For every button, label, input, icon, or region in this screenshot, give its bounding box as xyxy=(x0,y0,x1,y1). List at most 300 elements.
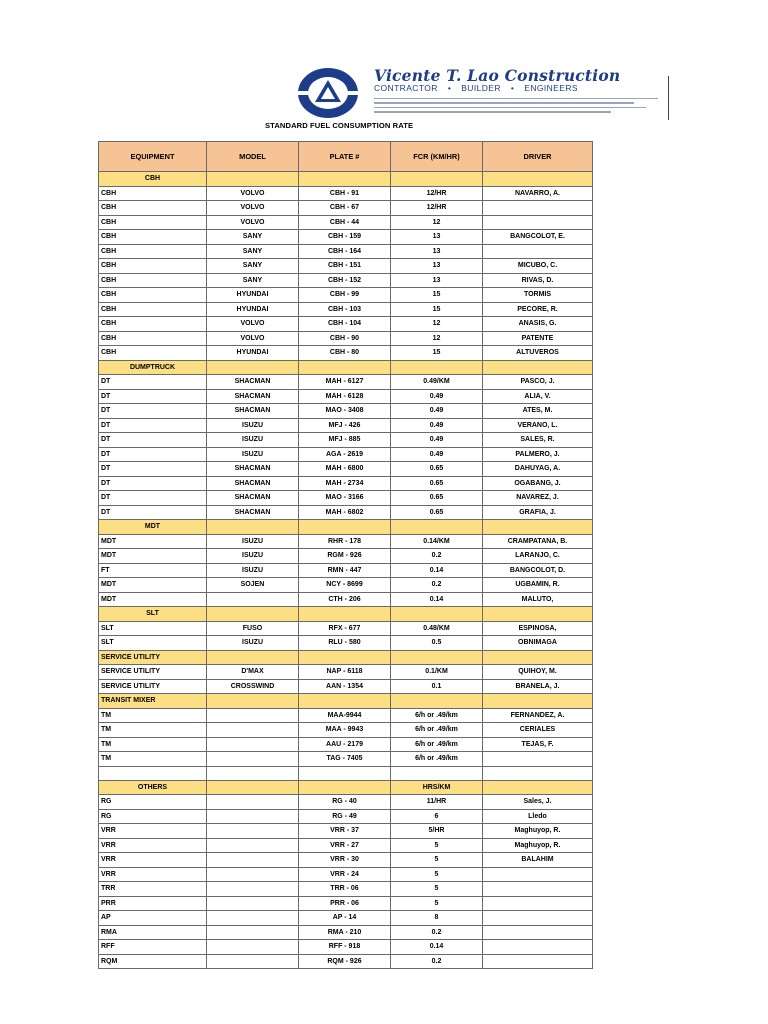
table-row xyxy=(99,215,593,230)
model-cell: D'MAX xyxy=(207,665,299,680)
plate-cell: MAH - 6800 xyxy=(299,462,391,477)
driver-cell xyxy=(483,911,593,926)
driver-cell: LARANJO, C. xyxy=(483,549,593,564)
fcr-cell: 5/HR xyxy=(391,824,483,839)
model-cell: SHACMAN xyxy=(207,375,299,390)
plate-cell: MFJ - 426 xyxy=(299,418,391,433)
plate-cell: RGM - 926 xyxy=(299,549,391,564)
fcr-cell: 0.14 xyxy=(391,940,483,955)
table-row xyxy=(99,186,593,201)
section-header-slt xyxy=(99,607,593,622)
driver-cell: OGABANG, J. xyxy=(483,476,593,491)
driver-cell xyxy=(483,244,593,259)
model-cell xyxy=(207,795,299,810)
model-cell: SANY xyxy=(207,244,299,259)
fcr-cell: 6/h or .49/km xyxy=(391,752,483,767)
fcr-cell: 0.14 xyxy=(391,592,483,607)
table-row xyxy=(99,331,593,346)
equipment-cell: VRR xyxy=(99,867,207,882)
equipment-cell: AP xyxy=(99,911,207,926)
equipment-cell: CBH xyxy=(99,288,207,303)
equipment-cell: DT xyxy=(99,491,207,506)
section-header-transit-mixer xyxy=(99,694,593,709)
equipment-cell: CBH xyxy=(99,230,207,245)
model-cell xyxy=(207,954,299,969)
model-cell xyxy=(207,824,299,839)
blank-cell xyxy=(483,766,593,780)
table-row xyxy=(99,288,593,303)
table-row xyxy=(99,795,593,810)
driver-cell xyxy=(483,752,593,767)
table-row xyxy=(99,563,593,578)
equipment-cell: SLT xyxy=(99,636,207,651)
plate-cell: VRR - 27 xyxy=(299,838,391,853)
equipment-cell: RFF xyxy=(99,940,207,955)
fcr-cell: 0.14/KM xyxy=(391,534,483,549)
plate-cell: RFX - 677 xyxy=(299,621,391,636)
model-cell: ISUZU xyxy=(207,636,299,651)
plate-cell: CBH - 91 xyxy=(299,186,391,201)
model-cell: SHACMAN xyxy=(207,404,299,419)
section-header-others xyxy=(99,780,593,795)
equipment-cell: MDT xyxy=(99,534,207,549)
empty-cell xyxy=(391,520,483,535)
plate-cell: CBH - 104 xyxy=(299,317,391,332)
blank-cell xyxy=(207,766,299,780)
table-row xyxy=(99,476,593,491)
fcr-cell: 0.49/KM xyxy=(391,375,483,390)
table-row xyxy=(99,230,593,245)
tagline-builder: BUILDER xyxy=(461,83,501,93)
table-row xyxy=(99,896,593,911)
plate-cell: RQM - 926 xyxy=(299,954,391,969)
table-row xyxy=(99,491,593,506)
blank-cell xyxy=(299,766,391,780)
fcr-cell: 0.2 xyxy=(391,954,483,969)
plate-cell: VRR - 37 xyxy=(299,824,391,839)
empty-cell xyxy=(483,360,593,375)
driver-cell: MICUBO, C. xyxy=(483,259,593,274)
plate-cell: CTH - 206 xyxy=(299,592,391,607)
driver-cell xyxy=(483,940,593,955)
model-cell: VOLVO xyxy=(207,331,299,346)
driver-cell: TORMIS xyxy=(483,288,593,303)
table-row xyxy=(99,244,593,259)
driver-cell xyxy=(483,954,593,969)
fcr-cell: 0.14 xyxy=(391,563,483,578)
fcr-cell: 15 xyxy=(391,288,483,303)
table-row xyxy=(99,404,593,419)
empty-cell xyxy=(299,360,391,375)
company-tagline: CONTRACTOR • BUILDER • ENGINEERS xyxy=(374,83,578,93)
driver-cell: QUIHOY, M. xyxy=(483,665,593,680)
table-row xyxy=(99,809,593,824)
plate-cell: RG - 40 xyxy=(299,795,391,810)
equipment-cell: VRR xyxy=(99,853,207,868)
plate-cell: NCY - 8699 xyxy=(299,578,391,593)
section-header-service-utility xyxy=(99,650,593,665)
fcr-cell: 0.2 xyxy=(391,925,483,940)
fcr-cell: 0.49 xyxy=(391,447,483,462)
driver-cell: BANGCOLOT, D. xyxy=(483,563,593,578)
fcr-cell: 0.2 xyxy=(391,578,483,593)
equipment-cell: CBH xyxy=(99,186,207,201)
model-cell xyxy=(207,882,299,897)
table-row xyxy=(99,665,593,680)
table-row xyxy=(99,375,593,390)
fcr-cell: 12/HR xyxy=(391,201,483,216)
header-model: MODEL xyxy=(207,142,299,172)
driver-cell: OBNIMAGA xyxy=(483,636,593,651)
fcr-cell: 0.65 xyxy=(391,491,483,506)
empty-cell xyxy=(207,607,299,622)
equipment-cell: CBH xyxy=(99,346,207,361)
fcr-cell: 0.65 xyxy=(391,476,483,491)
plate-cell: RLU - 580 xyxy=(299,636,391,651)
empty-cell xyxy=(207,360,299,375)
model-cell: VOLVO xyxy=(207,215,299,230)
document-title: STANDARD FUEL CONSUMPTION RATE xyxy=(265,121,414,130)
empty-cell xyxy=(483,607,593,622)
equipment-cell: RG xyxy=(99,809,207,824)
driver-cell: VERANO, L. xyxy=(483,418,593,433)
table-row xyxy=(99,940,593,955)
address-block xyxy=(374,95,670,117)
table-row xyxy=(99,447,593,462)
plate-cell: MAO - 3166 xyxy=(299,491,391,506)
empty-cell xyxy=(299,520,391,535)
equipment-cell: CBH xyxy=(99,244,207,259)
driver-cell: RIVAS, D. xyxy=(483,273,593,288)
equipment-cell: VRR xyxy=(99,824,207,839)
table-row xyxy=(99,259,593,274)
fcr-cell: 15 xyxy=(391,346,483,361)
section-title: SLT xyxy=(99,607,207,622)
driver-cell: GRAFIA, J. xyxy=(483,505,593,520)
model-cell xyxy=(207,940,299,955)
table-row xyxy=(99,838,593,853)
model-cell xyxy=(207,723,299,738)
equipment-cell: DT xyxy=(99,375,207,390)
equipment-cell: DT xyxy=(99,389,207,404)
model-cell: SANY xyxy=(207,273,299,288)
driver-cell: ESPINOSA, xyxy=(483,621,593,636)
table-row xyxy=(99,549,593,564)
plate-cell: CBH - 90 xyxy=(299,331,391,346)
model-cell xyxy=(207,867,299,882)
driver-cell: NAVAREZ, J. xyxy=(483,491,593,506)
empty-cell xyxy=(207,780,299,795)
empty-cell xyxy=(207,172,299,187)
table-row xyxy=(99,723,593,738)
header-equipment: EQUIPMENT xyxy=(99,142,207,172)
driver-cell xyxy=(483,201,593,216)
empty-cell xyxy=(483,172,593,187)
table-row xyxy=(99,578,593,593)
plate-cell: RHR - 178 xyxy=(299,534,391,549)
fuel-consumption-table xyxy=(98,141,593,969)
fcr-cell: 0.1/KM xyxy=(391,665,483,680)
empty-cell xyxy=(483,780,593,795)
driver-cell xyxy=(483,925,593,940)
table-row xyxy=(99,433,593,448)
model-cell: ISUZU xyxy=(207,418,299,433)
table-row xyxy=(99,636,593,651)
table-row xyxy=(99,592,593,607)
fcr-cell: 0.49 xyxy=(391,433,483,448)
fcr-cell: 0.49 xyxy=(391,418,483,433)
driver-cell: Lledo xyxy=(483,809,593,824)
section-title: TRANSIT MIXER xyxy=(99,694,207,709)
driver-cell xyxy=(483,896,593,911)
driver-cell: NAVARRO, A. xyxy=(483,186,593,201)
equipment-cell: DT xyxy=(99,462,207,477)
plate-cell: MAH - 6128 xyxy=(299,389,391,404)
model-cell: VOLVO xyxy=(207,201,299,216)
fcr-cell: 5 xyxy=(391,838,483,853)
fcr-cell: 0.5 xyxy=(391,636,483,651)
model-cell: SHACMAN xyxy=(207,476,299,491)
header-fcr: FCR (KM/HR) xyxy=(391,142,483,172)
equipment-cell: FT xyxy=(99,563,207,578)
empty-cell xyxy=(207,694,299,709)
driver-cell: Maghuyop, R. xyxy=(483,824,593,839)
table-row xyxy=(99,389,593,404)
empty-cell xyxy=(299,607,391,622)
driver-cell: Sales, J. xyxy=(483,795,593,810)
driver-cell: ALTUVEROS xyxy=(483,346,593,361)
fcr-cell: 6/h or .49/km xyxy=(391,723,483,738)
model-cell: SHACMAN xyxy=(207,491,299,506)
driver-cell: CERIALES xyxy=(483,723,593,738)
equipment-cell: TM xyxy=(99,723,207,738)
equipment-cell: CBH xyxy=(99,273,207,288)
fcr-cell: 12/HR xyxy=(391,186,483,201)
model-cell: ISUZU xyxy=(207,433,299,448)
equipment-cell: VRR xyxy=(99,838,207,853)
equipment-cell: CBH xyxy=(99,201,207,216)
plate-cell: CBH - 99 xyxy=(299,288,391,303)
plate-cell: MAA-9944 xyxy=(299,708,391,723)
plate-cell: MAO - 3408 xyxy=(299,404,391,419)
model-cell: SANY xyxy=(207,259,299,274)
model-cell xyxy=(207,809,299,824)
model-cell: HYUNDAI xyxy=(207,302,299,317)
model-cell: HYUNDAI xyxy=(207,346,299,361)
model-cell xyxy=(207,708,299,723)
driver-cell: Maghuyop, R. xyxy=(483,838,593,853)
table-row xyxy=(99,462,593,477)
fcr-cell: 8 xyxy=(391,911,483,926)
empty-cell xyxy=(299,780,391,795)
equipment-cell: TM xyxy=(99,737,207,752)
equipment-cell: RG xyxy=(99,795,207,810)
driver-cell xyxy=(483,882,593,897)
equipment-cell: DT xyxy=(99,433,207,448)
driver-cell: PASCO, J. xyxy=(483,375,593,390)
model-cell: SANY xyxy=(207,230,299,245)
equipment-cell: CBH xyxy=(99,317,207,332)
section-title: OTHERS xyxy=(99,780,207,795)
equipment-cell: RMA xyxy=(99,925,207,940)
model-cell: ISUZU xyxy=(207,549,299,564)
equipment-cell: DT xyxy=(99,418,207,433)
equipment-cell: RQM xyxy=(99,954,207,969)
driver-cell: DAHUYAG, A. xyxy=(483,462,593,477)
equipment-cell: MDT xyxy=(99,549,207,564)
plate-cell: AP - 14 xyxy=(299,911,391,926)
company-logo-icon xyxy=(296,66,360,120)
fcr-cell: 0.1 xyxy=(391,679,483,694)
plate-cell: RFF - 918 xyxy=(299,940,391,955)
fcr-cell: 15 xyxy=(391,302,483,317)
plate-cell: VRR - 30 xyxy=(299,853,391,868)
model-cell: SHACMAN xyxy=(207,505,299,520)
driver-cell: PECORE, R. xyxy=(483,302,593,317)
model-cell: ISUZU xyxy=(207,534,299,549)
plate-cell: AAU - 2179 xyxy=(299,737,391,752)
fcr-cell: 6/h or .49/km xyxy=(391,737,483,752)
fcr-cell: 13 xyxy=(391,230,483,245)
equipment-cell: CBH xyxy=(99,259,207,274)
model-cell xyxy=(207,896,299,911)
equipment-cell: CBH xyxy=(99,215,207,230)
fcr-cell: 13 xyxy=(391,259,483,274)
table-row xyxy=(99,925,593,940)
equipment-cell: SLT xyxy=(99,621,207,636)
driver-cell: BALAHIM xyxy=(483,853,593,868)
table-row xyxy=(99,954,593,969)
empty-cell xyxy=(299,694,391,709)
empty-cell xyxy=(391,172,483,187)
driver-cell: BANGCOLOT, E. xyxy=(483,230,593,245)
equipment-cell: CBH xyxy=(99,302,207,317)
table-row xyxy=(99,273,593,288)
model-cell: HYUNDAI xyxy=(207,288,299,303)
equipment-cell: SERVICE UTILITY xyxy=(99,679,207,694)
driver-cell: ATES, M. xyxy=(483,404,593,419)
driver-cell: PATENTE xyxy=(483,331,593,346)
plate-cell: CBH - 152 xyxy=(299,273,391,288)
empty-cell xyxy=(391,607,483,622)
plate-cell: RMA - 210 xyxy=(299,925,391,940)
empty-cell xyxy=(483,520,593,535)
plate-cell: RG - 49 xyxy=(299,809,391,824)
driver-cell xyxy=(483,867,593,882)
model-cell: SHACMAN xyxy=(207,462,299,477)
table-row xyxy=(99,317,593,332)
fcr-cell: 0.65 xyxy=(391,505,483,520)
table-row xyxy=(99,201,593,216)
fcr-cell: 0.65 xyxy=(391,462,483,477)
empty-cell xyxy=(207,520,299,535)
blank-row xyxy=(99,766,593,780)
table-row xyxy=(99,621,593,636)
equipment-cell: SERVICE UTILITY xyxy=(99,665,207,680)
model-cell: CROSSWIND xyxy=(207,679,299,694)
letterhead xyxy=(296,66,672,120)
empty-cell xyxy=(391,360,483,375)
equipment-cell: DT xyxy=(99,476,207,491)
blank-cell xyxy=(99,766,207,780)
plate-cell: MAA - 9943 xyxy=(299,723,391,738)
model-cell xyxy=(207,925,299,940)
section-title: DUMPTRUCK xyxy=(99,360,207,375)
model-cell: SHACMAN xyxy=(207,389,299,404)
model-cell: VOLVO xyxy=(207,186,299,201)
company-name: Vicente T. Lao Construction xyxy=(374,66,621,85)
blank-cell xyxy=(391,766,483,780)
empty-cell xyxy=(207,650,299,665)
model-cell xyxy=(207,752,299,767)
fcr-cell: 5 xyxy=(391,882,483,897)
model-cell: FUSO xyxy=(207,621,299,636)
fcr-cell: 13 xyxy=(391,273,483,288)
equipment-cell: TRR xyxy=(99,882,207,897)
driver-cell: TEJAS, F. xyxy=(483,737,593,752)
fcr-cell: 12 xyxy=(391,215,483,230)
plate-cell: CBH - 80 xyxy=(299,346,391,361)
header-row xyxy=(99,142,593,172)
fcr-cell: 11/HR xyxy=(391,795,483,810)
table-row xyxy=(99,346,593,361)
fcr-cell: 0.2 xyxy=(391,549,483,564)
table-row xyxy=(99,882,593,897)
fcr-cell: 6/h or .49/km xyxy=(391,708,483,723)
driver-cell: SALES, R. xyxy=(483,433,593,448)
plate-cell: MAH - 6802 xyxy=(299,505,391,520)
plate-cell: CBH - 151 xyxy=(299,259,391,274)
plate-cell: CBH - 67 xyxy=(299,201,391,216)
header-driver: DRIVER xyxy=(483,142,593,172)
section-header-dumptruck xyxy=(99,360,593,375)
table-row xyxy=(99,679,593,694)
equipment-cell: TM xyxy=(99,708,207,723)
model-cell: ISUZU xyxy=(207,563,299,578)
model-cell xyxy=(207,592,299,607)
letterhead-divider xyxy=(668,76,669,120)
section-title: CBH xyxy=(99,172,207,187)
table-row xyxy=(99,911,593,926)
section-title: SERVICE UTILITY xyxy=(99,650,207,665)
table-row xyxy=(99,867,593,882)
equipment-cell: TM xyxy=(99,752,207,767)
fcr-cell: 13 xyxy=(391,244,483,259)
equipment-cell: PRR xyxy=(99,896,207,911)
fcr-cell: 5 xyxy=(391,896,483,911)
driver-cell: PALMERO, J. xyxy=(483,447,593,462)
driver-cell: UGBAMIN, R. xyxy=(483,578,593,593)
section-title: MDT xyxy=(99,520,207,535)
fcr-cell: 0.48/KM xyxy=(391,621,483,636)
plate-cell: VRR - 24 xyxy=(299,867,391,882)
fcr-cell: 0.49 xyxy=(391,404,483,419)
fcr-cell: 12 xyxy=(391,317,483,332)
empty-cell xyxy=(483,694,593,709)
table-row xyxy=(99,737,593,752)
plate-cell: AGA - 2619 xyxy=(299,447,391,462)
empty-cell xyxy=(391,650,483,665)
driver-cell: BRANELA, J. xyxy=(483,679,593,694)
fcr-cell: 5 xyxy=(391,867,483,882)
table-row xyxy=(99,824,593,839)
plate-cell: PRR - 06 xyxy=(299,896,391,911)
driver-cell: ALIA, V. xyxy=(483,389,593,404)
empty-cell xyxy=(391,694,483,709)
table-row xyxy=(99,505,593,520)
table-row xyxy=(99,418,593,433)
tagline-engineers: ENGINEERS xyxy=(524,83,578,93)
